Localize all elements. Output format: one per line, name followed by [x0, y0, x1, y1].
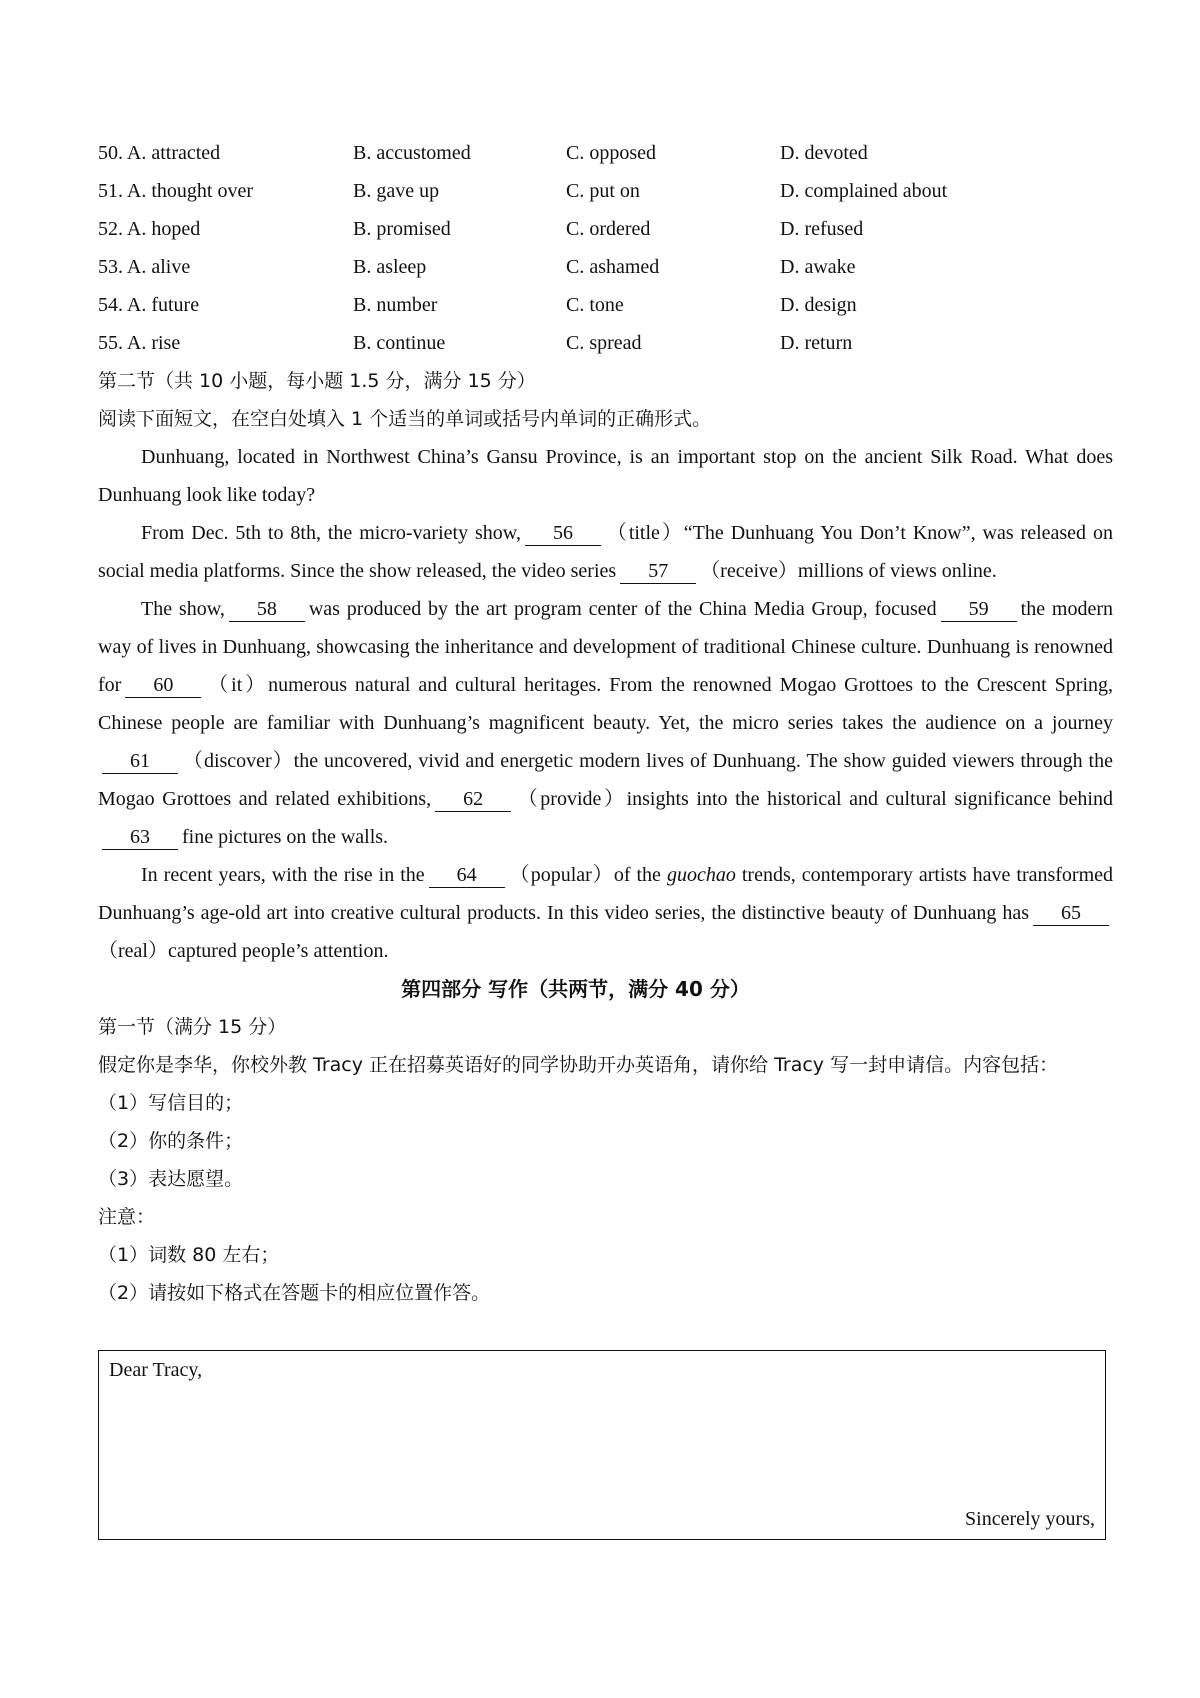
- blank-56[interactable]: 56: [525, 521, 601, 546]
- option-c: C. put on: [566, 180, 640, 202]
- part4-section1-title: 第一节（满分 15 分）: [98, 1016, 287, 1038]
- passage-text: （receive）millions of views online.: [700, 560, 997, 582]
- passage-text: （it）numerous natural and cultural heritages. From the renowned Mogao Grottoes to the Crescent Spring, Chinese people are familiar with Dunhuang’s magnificent beauty. Yet, the micro series takes the audience on a journey: [98, 674, 1113, 734]
- passage-text: （provide）insights into the historical and cultural significance behind: [515, 788, 1113, 810]
- option-b: B. continue: [353, 332, 446, 354]
- blank-59[interactable]: 59: [941, 597, 1017, 622]
- option-a: 55. A. rise: [98, 332, 181, 354]
- option-row-51: [98, 172, 1113, 210]
- blank-62[interactable]: 62: [435, 787, 511, 812]
- option-a: 52. A. hoped: [98, 218, 201, 240]
- part4-heading: 第四部分 写作（共两节，满分 40 分）: [401, 977, 750, 1001]
- passage-text: the modern way of lives in Dunhuang, showcasing the inheritance and development of traditional Chinese culture. Dunhuang is renowned for: [98, 598, 1113, 696]
- passage-text: The show,: [141, 598, 225, 620]
- option-c: C. spread: [566, 332, 642, 354]
- section2-title: 第二节（共 10 小题，每小题 1.5 分，满分 15 分）: [98, 370, 536, 392]
- option-c: C. tone: [566, 294, 624, 316]
- blank-57[interactable]: 57: [620, 559, 696, 584]
- passage-text: （popular）of the: [508, 864, 661, 886]
- option-d: D. refused: [780, 218, 864, 240]
- options-table: [98, 134, 1113, 362]
- note-item: （2）请按如下格式在答题卡的相应位置作答。: [98, 1282, 491, 1304]
- letter-closing: Sincerely yours,: [965, 1508, 1095, 1530]
- option-b: B. number: [353, 294, 438, 316]
- option-b: B. gave up: [353, 180, 440, 202]
- option-d: D. return: [780, 332, 853, 354]
- passage-text: trends, contemporary artists have transformed Dunhuang’s age-old art into creative cultural products. In this video series, the distinctive beauty of Dunhuang has: [98, 864, 1114, 924]
- blank-58[interactable]: 58: [229, 597, 305, 622]
- passage-paragraph-2: [98, 514, 1113, 590]
- option-a: 54. A. future: [98, 294, 200, 316]
- letter-answer-box[interactable]: [98, 1350, 1106, 1540]
- italic-term: guochao: [666, 864, 736, 886]
- passage-paragraph-3: [98, 590, 1113, 856]
- blank-64[interactable]: 64: [429, 863, 505, 888]
- option-d: D. devoted: [780, 142, 868, 164]
- note-item: （1）词数 80 左右；: [98, 1244, 280, 1266]
- option-d: D. awake: [780, 256, 856, 278]
- requirement-item: （2）你的条件；: [98, 1130, 244, 1152]
- blank-60[interactable]: 60: [125, 673, 201, 698]
- option-a: 51. A. thought over: [98, 180, 253, 202]
- option-row-53: [98, 248, 1113, 286]
- passage-text: （discover）the uncovered, vivid and energetic modern lives of Dunhuang. The show guided viewers through the Mogao Grottoes and related exhibitions,: [98, 750, 1113, 810]
- option-c: C. ashamed: [566, 256, 660, 278]
- option-c: C. ordered: [566, 218, 651, 240]
- option-a: 53. A. alive: [98, 256, 191, 278]
- option-a: 50. A. attracted: [98, 142, 221, 164]
- option-b: B. accustomed: [353, 142, 471, 164]
- passage-text: From Dec. 5th to 8th, the micro-variety show,: [141, 522, 521, 544]
- passage-text: In recent years, with the rise in the: [141, 864, 425, 886]
- requirement-item: （3）表达愿望。: [98, 1168, 244, 1190]
- option-row-50: [98, 134, 1113, 172]
- option-b: B. promised: [353, 218, 451, 240]
- passage-text: （title）“The Dunhuang You Don’t Know”, was released on social media platforms. Since the show released, the video series: [98, 522, 1113, 582]
- option-d: D. complained about: [780, 180, 948, 202]
- option-row-55: [98, 324, 1113, 362]
- blank-63[interactable]: 63: [102, 825, 178, 850]
- passage-text: fine pictures on the walls.: [182, 826, 389, 848]
- passage-text: （real）captured people’s attention.: [98, 940, 389, 962]
- option-c: C. opposed: [566, 142, 656, 164]
- writing-prompt: 假定你是李华，你校外教 Tracy 正在招募英语好的同学协助开办英语角，请你给 Tracy 写一封申请信。内容包括：: [98, 1054, 1059, 1076]
- exam-page: [98, 134, 1113, 1312]
- blank-65[interactable]: 65: [1033, 901, 1109, 926]
- section2-instruction: 阅读下面短文，在空白处填入 1 个适当的单词或括号内单词的正确形式。: [98, 408, 712, 430]
- option-b: B. asleep: [353, 256, 427, 278]
- note-title: 注意：: [98, 1206, 156, 1228]
- requirement-item: （1）写信目的；: [98, 1092, 244, 1114]
- letter-salutation: Dear Tracy,: [109, 1359, 203, 1381]
- option-row-54: [98, 286, 1113, 324]
- option-d: D. design: [780, 294, 857, 316]
- passage-paragraph-1: Dunhuang, located in Northwest China’s Gansu Province, is an important stop on the ancient Silk Road. What does Dunhuang look like today?: [98, 446, 1113, 506]
- passage-paragraph-4: [98, 856, 1113, 970]
- option-row-52: [98, 210, 1113, 248]
- passage-text: was produced by the art program center of the China Media Group, focused: [308, 598, 937, 620]
- blank-61[interactable]: 61: [102, 749, 178, 774]
